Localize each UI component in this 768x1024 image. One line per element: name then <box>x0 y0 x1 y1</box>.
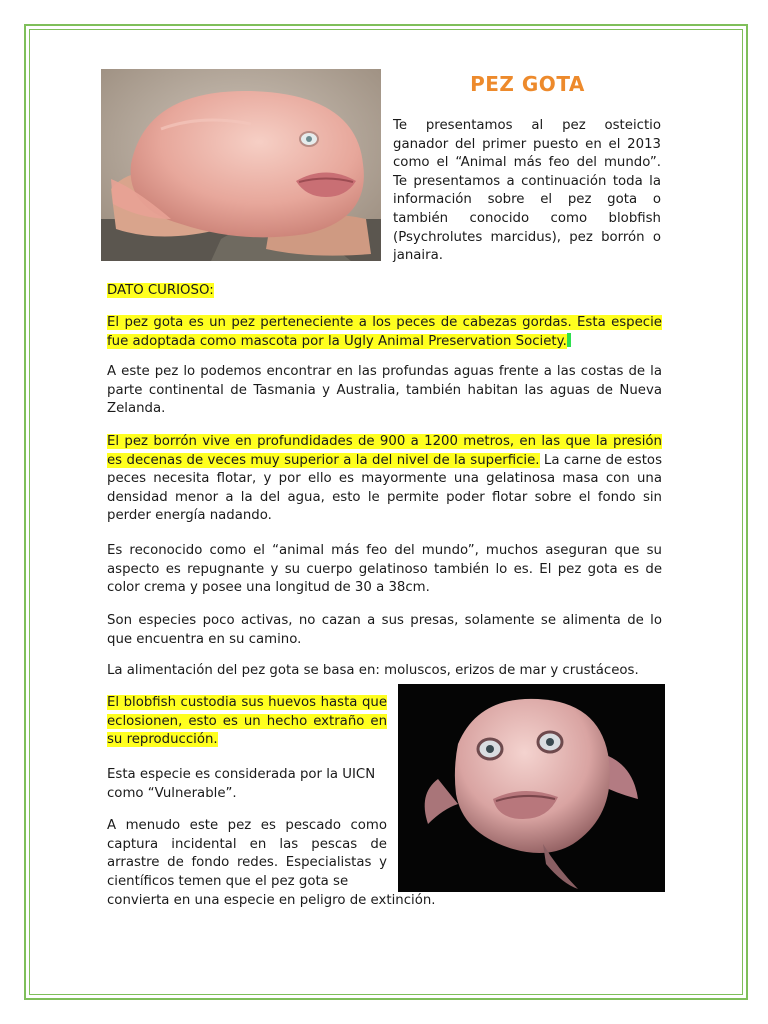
depth-rest-text: La carne de estos peces necesita flotar, y por ello es mayormente una gelatinosa masa con una densidad menor a la del agua, esto le permite poder flotar sobre el fondo sin perder energía nadando. <box>107 452 662 524</box>
activity-paragraph: Son especies poco activas, no cazan a sus presas, solamente se alimenta de lo que encuentra en su camino. <box>107 613 662 647</box>
appearance-paragraph: Es reconocido como el “animal más feo del mundo”, muchos aseguran que su aspecto es repugnante y su cuerpo gelatinoso también lo es. El pez gota es de color crema y posee una longitud de 30 a 38cm. <box>107 543 662 596</box>
dato-curioso-heading-text: DATO CURIOSO: <box>107 283 214 298</box>
diet-paragraph: La alimentación del pez gota se basa en: moluscos, erizos de mar y crustáceos. <box>107 663 639 678</box>
blobfish-held-photo <box>101 69 381 261</box>
bycatch-end-line: convierta en una especie en peligro de extinción. <box>107 893 436 908</box>
bycatch-paragraph: A menudo este pez es pescado como captura incidental en las pescas de arrastre de fondo redes. Especialistas y científicos temen que el pez gota se <box>107 818 387 889</box>
status-paragraph: Esta especie es considerada por la UICN como “Vulnerable”. <box>107 767 376 801</box>
intro-paragraph: Te presentamos al pez osteictio ganador del primer puesto en el 2013 como el “Animal más feo del mundo”. Te presentamos a continuación toda la información sobre el pez gota o también conocido como blobfish (Psychrolutes marcidus), pez borrón o janaira. <box>393 118 661 264</box>
depth-paragraph <box>107 433 662 526</box>
green-cursor-mark <box>567 333 571 347</box>
dato-curioso-heading <box>107 282 662 301</box>
depth-highlight-text: El pez borrón vive en profundidades de 900 a 1200 metros, en las que la presión es decenas de veces muy superior a la del nivel de la superficie. <box>107 434 662 468</box>
blobfish-black-background-photo <box>398 684 665 892</box>
eggs-highlight-text: El blobfish custodia sus huevos hasta que eclosionen, esto es un hecho extraño en su reproducción. <box>107 695 387 748</box>
habitat-paragraph: A este pez lo podemos encontrar en las profundas aguas frente a las costas de la parte continental de Tasmania y Australia, también habitan las aguas de Nueva Zelanda. <box>107 364 662 417</box>
dato-curioso-text: El pez gota es un pez perteneciente a los peces de cabezas gordas. Esta especie fue adoptada como mascota por la Ugly Animal Preservation Society. <box>107 315 662 349</box>
page-title: PEZ GOTA <box>470 72 585 96</box>
eggs-paragraph <box>107 694 387 750</box>
dato-curioso-paragraph <box>107 314 662 351</box>
